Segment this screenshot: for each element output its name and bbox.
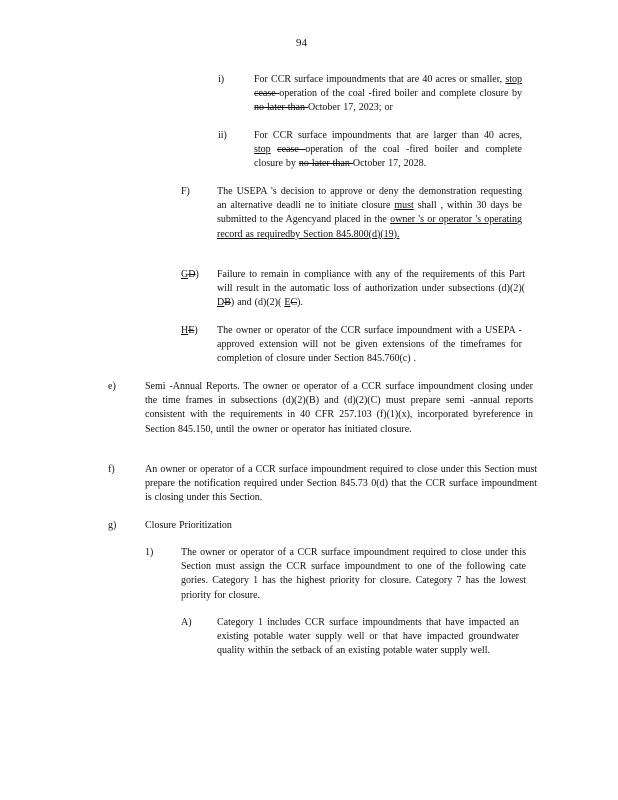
item-G-text (217, 268, 525, 311)
item-H-label-deleted: E (188, 325, 195, 336)
item-i-text2: operation of the coal -fired boiler and complete closure by (279, 88, 522, 100)
item-g1-text: The owner or operator of a CCR surface impoundment required to close under this Section must assign the CCR surface impoundment to one of the following cate gories. Category 1 has the highest priority for closure. Category 7 has the lowest priority for closure. (181, 547, 526, 601)
item-e-label: e) (108, 381, 116, 392)
item-g1-label: 1) (145, 547, 154, 558)
item-i-deleted-deadline: no later than (254, 102, 308, 114)
item-G-text2: ) and (d)(2)( (230, 297, 285, 309)
item-i-text3: October 17, 2023; or (307, 102, 393, 114)
item-G-label-deleted: D (188, 269, 196, 280)
item-G-label-end: ) (195, 269, 199, 280)
item-F-text2: shall , within 30 days be submitted to the Agencyand placed in the (217, 200, 522, 226)
item-f-label: f) (108, 464, 115, 475)
page-number: 94 (296, 37, 307, 49)
item-ii-text (254, 129, 522, 172)
item-G-deleted-B: B (224, 297, 231, 309)
item-i-text (254, 73, 522, 116)
item-ii-text1: For CCR surface impoundments that are larger than 40 acres, (254, 130, 522, 141)
item-H-label-inserted: H (181, 325, 189, 336)
item-ii-text2: operation of the coal -fired boiler and complete closure by (254, 144, 522, 170)
item-gA-label: A) (181, 617, 192, 628)
item-H-text: The owner or operator of the CCR surface impoundment with a USEPA -approved extension will not be given extensions of the timeframes for completion of closure under Section 845.760(c) . (217, 325, 522, 365)
item-g-heading: Closure Prioritization (145, 520, 232, 531)
item-F-inserted-must: must (394, 200, 414, 212)
item-H-label-end: ) (194, 325, 198, 336)
item-G-inserted-D: D (217, 297, 225, 309)
item-ii-inserted-stop: stop (254, 144, 271, 156)
item-g-label: g) (108, 520, 117, 531)
item-i-deleted-cease: cease (254, 88, 280, 100)
item-G-text3: ). (297, 297, 303, 309)
item-G-text1: Failure to remain in compliance with any of the requirements of this Part will result in the automatic loss of authorization under subsections (d)(2)( (217, 269, 525, 295)
item-ii-text3: October 17, 2028. (352, 158, 427, 170)
item-i-inserted-stop: stop (505, 74, 522, 85)
item-i-text1: For CCR surface impoundments that are 40 acres or smaller, (254, 74, 506, 85)
item-F-text1: The USEPA 's decision to approve or deny the demonstration requesting an alternative deadli ne to initiate closure (217, 186, 522, 212)
item-F-text (217, 185, 522, 242)
item-G-label (181, 268, 199, 282)
item-G-deleted-C: C (290, 297, 298, 309)
item-i-label: i) (218, 74, 225, 85)
item-ii-label: ii) (218, 130, 227, 141)
item-gA-text: Category 1 includes CCR surface impoundments that have impacted an existing potable water supply well or that have impacted groundwater quality within the setback of an existing potable water supply well. (217, 617, 519, 657)
item-G-label-inserted: G (181, 269, 189, 280)
item-ii-deleted-cease: cease (277, 144, 306, 156)
item-e-text: Semi -Annual Reports. The owner or operator of a CCR surface impoundment closing under the time frames in subsections (d)(2)(B) and (d)(2)(C) must prepare semi -annual reports consistent with the requirements in 40 CFR 257.103 (f)(1)(x), incorporated byreference in Section 845.150, until the owner or operator has initiated closure. (145, 381, 533, 435)
item-ii-deleted-deadline: no later than (298, 158, 353, 170)
item-f-text: An owner or operator of a CCR surface impoundment required to close under this Section must prepare the notification required under Section 845.73 0(d) that the CCR surface impoundment is closing under this Section. (145, 464, 537, 504)
item-H-label (181, 324, 198, 338)
item-F-inserted-record: owner 's or operator 's operating record as requiredby Section 845.800(d)(19). (217, 214, 522, 240)
item-F-label: F) (181, 186, 190, 197)
item-G-inserted-E: E (284, 297, 291, 309)
